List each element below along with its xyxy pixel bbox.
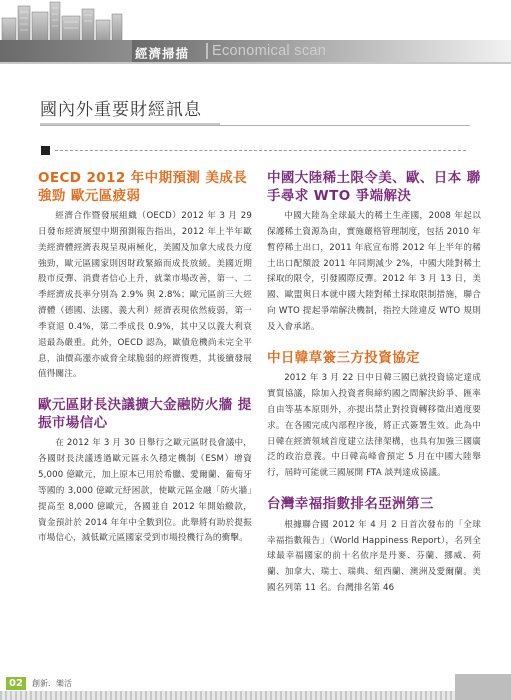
article-paragraph: 在 2012 年 3 月 30 日舉行之歐元區財長會議中，各國財長決議透過歐元區永久穩定機制（ESM）增資 5,000 億歐元，加上原本已用於希臘、愛爾蘭、葡萄牙等國的 3,000 億歐元紓困款，使歐元區金融「防火牆」提高至 8,000 億歐元，各國並自 2012 年開始繳款，資金預計於 2014 年年中全數到位。此舉將有助於提振市場信心，減低歐元區國家受到市場投機行為的衝擊。 (38, 438, 252, 544)
page-title: 國內外重要財經訊息 (40, 100, 202, 120)
article-euro (38, 397, 252, 547)
square-bullet-icon (41, 146, 50, 155)
article-oecd (38, 170, 252, 383)
page-footer (0, 674, 511, 700)
article-title: 台灣幸福指數排名亞洲第三 (267, 496, 434, 513)
article-body (38, 209, 252, 383)
article-title: 中國大陸稀土限令美、歐、日本 聯手尋求 WTO 爭端解決 (267, 170, 481, 204)
article-body (267, 209, 481, 336)
article-title: OECD 2012 年中期預測 美成長強勁 歐元區疲弱 (38, 170, 248, 204)
right-column (267, 170, 481, 597)
page-number: 02 (6, 677, 26, 690)
article-body (267, 518, 481, 597)
article-body (267, 371, 481, 482)
footer-corner-block (455, 674, 511, 700)
article-paragraph: 2012 年 3 月 22 日中日韓三國已就投資協定達成實質協議，除加入投資者與締約國之間解決紛爭、匯率自由等基本原則外，亦提出禁止對投資轉移徵出過度要求。在各國完成內部程序後，將正式簽署生效。此為中日韓在經濟領域首度建立法律架構，也具有加強三國廣泛的政治意義。中日韓高峰會預定 5 月在中國大陸舉行，屆時可能就三國展開 FTA 談判達成協議。 (267, 373, 481, 479)
header-banner (0, 0, 511, 66)
footer-pattern-strip (0, 691, 511, 700)
left-column (38, 170, 252, 547)
dashed-divider (55, 150, 466, 151)
article-body (38, 436, 252, 547)
article-title: 歐元區財長決議擴大金融防火牆 提振市場信心 (38, 397, 252, 431)
article-rare-earth (267, 170, 481, 336)
article-paragraph: 中國大陸為全球最大的稀土生產國，2008 年起以保護稀土資源為由，實施嚴格管理制度，包括 2010 年暫停稀土出口，2011 年底宣布將 2012 年上半年的稀土出口配額設 2011 年同期減少 2%，中國大陸對稀土採取的限令，引發國際反彈。2012 年 3 月 13 日，美國、歐盟與日本就中國大陸對稀土採取限制措施，聯合向 WTO 提起爭端解決機制，指控大陸違反 WTO 規則及入會承諾。 (267, 211, 481, 332)
article-paragraph: 經濟合作暨發展組織（OECD）2012 年 3 月 29 日發布經濟展望中期預測報告指出，2012 年上半年歐美經濟體經濟表現呈現兩極化，美國及加拿大成長力度強勁，歐元區國家則因財政緊縮而成長放緩。美國近期股市反彈、消費者信心上升，就業市場改善，第一、二季經濟成長率分別為 2.9% 與 2.8%；歐元區前三大經濟體（德國、法國、義大利）經濟表現依然疲弱，第一季衰退 0.4%，第二季成長 0.9%，其中又以義大利衰退最為嚴重。此外，OECD 認為，歐債危機尚未完全平息，油價高漲亦威脅全球脆弱的經濟復甦，其後續發展值得關注。 (38, 211, 252, 380)
article-paragraph: 根據聯合國 2012 年 4 月 2 日首次發布的「全球幸福指數報告」（World Happiness Report），名列全球最幸福國家的前十名依序是丹麥、芬蘭、挪威、荷蘭、加拿大、瑞士、瑞典、紐西蘭、澳洲及愛爾蘭。美國名列第 11 名。台灣排名第 46 (267, 519, 481, 594)
banner-subtitle: Economical scan (212, 43, 327, 59)
footer-label: 創新．樂活 (32, 679, 72, 688)
article-happiness (267, 496, 481, 597)
banner-title: 經濟掃描 (135, 46, 190, 61)
title-underline (40, 125, 470, 126)
article-title: 中日韓草簽三方投資協定 (267, 349, 420, 366)
article-investment (267, 350, 481, 482)
